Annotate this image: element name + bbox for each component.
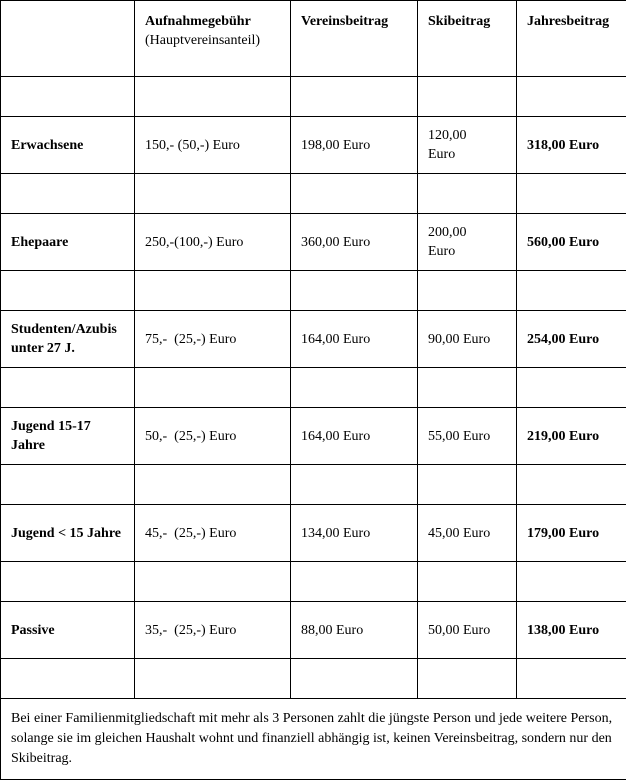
family-membership-note: Bei einer Familienmitgliedschaft mit mehr als 3 Personen zahlt die jüngste Person und jede weitere Person, solange sie im gleichen Haushalt wohnt und finanziell abhängig ist, keinen Vereinsbeitrag, sondern nur den Skibeitrag. — [1, 699, 626, 780]
row-aufnahme: 45,- (25,-) Euro — [135, 505, 291, 562]
row-jahr: 179,00 Euro — [517, 505, 626, 562]
row-verein: 198,00 Euro — [291, 117, 418, 174]
spacer-row — [1, 77, 626, 117]
table-row-ehepaare — [1, 214, 626, 271]
header-aufnahmegebuehr-label: Aufnahmegebühr — [145, 14, 251, 29]
header-vereinsbeitrag: Vereinsbeitrag — [291, 1, 418, 77]
table-row-studenten — [1, 311, 626, 368]
spacer-row — [1, 271, 626, 311]
row-category: Ehepaare — [1, 214, 135, 271]
row-verein: 360,00 Euro — [291, 214, 418, 271]
header-row — [1, 1, 626, 77]
row-jahr: 254,00 Euro — [517, 311, 626, 368]
row-ski: 90,00 Euro — [418, 311, 517, 368]
row-ski: 120,00 Euro — [418, 117, 517, 174]
header-skibeitrag: Skibeitrag — [418, 1, 517, 77]
row-jahr: 318,00 Euro — [517, 117, 626, 174]
row-aufnahme: 35,- (25,-) Euro — [135, 602, 291, 659]
table-row-passive — [1, 602, 626, 659]
header-jahresbeitrag: Jahresbeitrag — [517, 1, 626, 77]
spacer-row — [1, 465, 626, 505]
header-aufnahmegebuehr — [135, 1, 291, 77]
row-ski: 45,00 Euro — [418, 505, 517, 562]
table-row-jugend-unter-15 — [1, 505, 626, 562]
header-aufnahmegebuehr-sub: (Hauptvereinsanteil) — [145, 31, 280, 50]
row-verein: 88,00 Euro — [291, 602, 418, 659]
table-row-jugend-15-17 — [1, 408, 626, 465]
row-category: Passive — [1, 602, 135, 659]
spacer-row — [1, 174, 626, 214]
row-category: Erwachsene — [1, 117, 135, 174]
note-row — [1, 699, 626, 780]
row-category: Studenten/Azubis unter 27 J. — [1, 311, 135, 368]
row-jahr: 138,00 Euro — [517, 602, 626, 659]
spacer-row — [1, 368, 626, 408]
row-category: Jugend 15-17 Jahre — [1, 408, 135, 465]
row-jahr: 560,00 Euro — [517, 214, 626, 271]
row-ski: 50,00 Euro — [418, 602, 517, 659]
table-row-erwachsene — [1, 117, 626, 174]
row-verein: 134,00 Euro — [291, 505, 418, 562]
row-ski: 200,00 Euro — [418, 214, 517, 271]
row-jahr: 219,00 Euro — [517, 408, 626, 465]
row-ski: 55,00 Euro — [418, 408, 517, 465]
row-verein: 164,00 Euro — [291, 311, 418, 368]
row-aufnahme: 250,-(100,-) Euro — [135, 214, 291, 271]
row-aufnahme: 50,- (25,-) Euro — [135, 408, 291, 465]
header-empty-cell — [1, 1, 135, 77]
row-aufnahme: 150,- (50,-) Euro — [135, 117, 291, 174]
row-aufnahme: 75,- (25,-) Euro — [135, 311, 291, 368]
row-verein: 164,00 Euro — [291, 408, 418, 465]
spacer-row — [1, 562, 626, 602]
row-category: Jugend < 15 Jahre — [1, 505, 135, 562]
spacer-row — [1, 659, 626, 699]
